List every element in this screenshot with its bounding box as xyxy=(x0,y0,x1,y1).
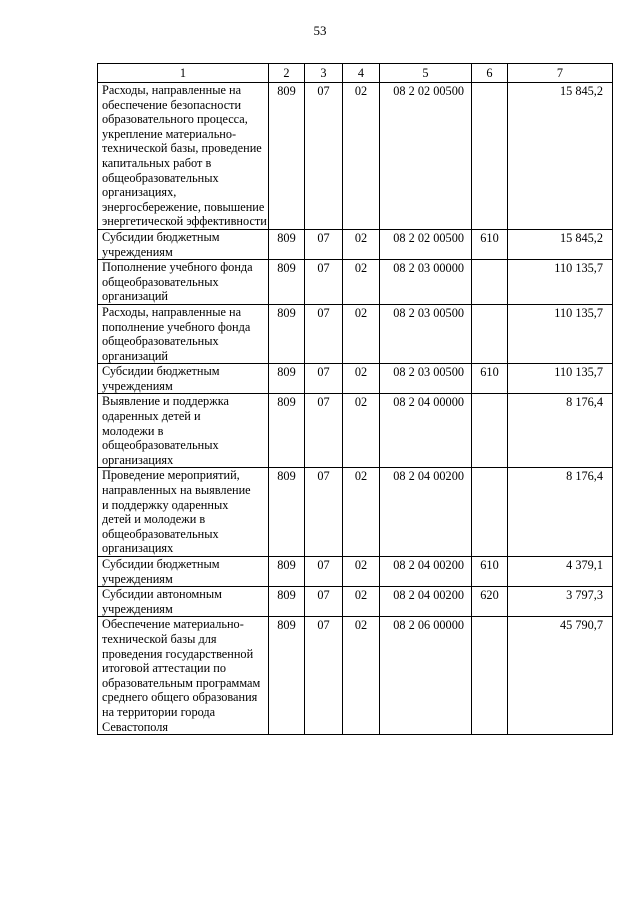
row-gov-code: 809 xyxy=(269,617,305,735)
row-name: Расходы, направленные на пополнение учебного фонда общеобразовательных организаций xyxy=(98,304,269,363)
row-expense-type: 620 xyxy=(472,587,508,617)
row-target-code: 08 2 02 00500 xyxy=(380,229,472,259)
table-header-row xyxy=(98,64,613,83)
row-expense-type xyxy=(472,394,508,468)
row-subsection: 02 xyxy=(343,617,380,735)
page-number: 53 xyxy=(313,23,327,38)
table-body xyxy=(98,83,613,735)
row-amount: 15 845,2 xyxy=(508,229,613,259)
row-target-code: 08 2 03 00500 xyxy=(380,304,472,363)
row-name: Проведение мероприятий, направленных на выявление и поддержку одаренных детей и молодежи в общеобразовательных организациях xyxy=(98,468,269,557)
row-section: 07 xyxy=(305,557,343,587)
row-gov-code: 809 xyxy=(269,304,305,363)
table-row xyxy=(98,304,613,363)
row-section: 07 xyxy=(305,260,343,305)
table-row xyxy=(98,557,613,587)
row-name: Пополнение учебного фонда общеобразовательных организаций xyxy=(98,260,269,305)
row-subsection: 02 xyxy=(343,260,380,305)
row-section: 07 xyxy=(305,83,343,230)
row-target-code: 08 2 04 00200 xyxy=(380,468,472,557)
row-gov-code: 809 xyxy=(269,260,305,305)
row-expense-type xyxy=(472,260,508,305)
table-row xyxy=(98,587,613,617)
row-amount: 110 135,7 xyxy=(508,364,613,394)
row-section: 07 xyxy=(305,304,343,363)
row-gov-code: 809 xyxy=(269,468,305,557)
row-expense-type: 610 xyxy=(472,229,508,259)
row-target-code: 08 2 04 00200 xyxy=(380,557,472,587)
row-target-code: 08 2 03 00500 xyxy=(380,364,472,394)
row-amount: 110 135,7 xyxy=(508,260,613,305)
budget-table xyxy=(97,63,613,735)
row-amount: 15 845,2 xyxy=(508,83,613,230)
row-section: 07 xyxy=(305,587,343,617)
row-name: Выявление и поддержка одаренных детей и молодежи в общеобразовательных организациях xyxy=(98,394,269,468)
row-subsection: 02 xyxy=(343,587,380,617)
row-expense-type xyxy=(472,617,508,735)
table-row xyxy=(98,364,613,394)
row-expense-type xyxy=(472,304,508,363)
column-header: 7 xyxy=(508,64,613,83)
row-gov-code: 809 xyxy=(269,557,305,587)
row-expense-type: 610 xyxy=(472,557,508,587)
table-row xyxy=(98,394,613,468)
row-subsection: 02 xyxy=(343,557,380,587)
row-amount: 8 176,4 xyxy=(508,468,613,557)
row-section: 07 xyxy=(305,617,343,735)
column-header: 3 xyxy=(305,64,343,83)
row-target-code: 08 2 06 00000 xyxy=(380,617,472,735)
row-section: 07 xyxy=(305,468,343,557)
row-expense-type: 610 xyxy=(472,364,508,394)
row-section: 07 xyxy=(305,394,343,468)
row-gov-code: 809 xyxy=(269,229,305,259)
row-name: Субсидии бюджетным учреждениям xyxy=(98,364,269,394)
row-subsection: 02 xyxy=(343,83,380,230)
row-amount: 45 790,7 xyxy=(508,617,613,735)
row-section: 07 xyxy=(305,229,343,259)
row-subsection: 02 xyxy=(343,229,380,259)
row-expense-type xyxy=(472,83,508,230)
row-amount: 3 797,3 xyxy=(508,587,613,617)
column-header: 2 xyxy=(269,64,305,83)
row-amount: 8 176,4 xyxy=(508,394,613,468)
row-target-code: 08 2 02 00500 xyxy=(380,83,472,230)
row-name: Обеспечение материально-технической базы для проведения государственной итоговой аттестации по образовательным программам среднего общего образования на территории города Севастополя xyxy=(98,617,269,735)
column-header: 5 xyxy=(380,64,472,83)
row-target-code: 08 2 04 00000 xyxy=(380,394,472,468)
column-header: 4 xyxy=(343,64,380,83)
table-row xyxy=(98,617,613,735)
row-name: Субсидии бюджетным учреждениям xyxy=(98,229,269,259)
row-subsection: 02 xyxy=(343,364,380,394)
row-subsection: 02 xyxy=(343,468,380,557)
column-header: 1 xyxy=(98,64,269,83)
table-row xyxy=(98,260,613,305)
row-gov-code: 809 xyxy=(269,364,305,394)
table-row xyxy=(98,83,613,230)
row-gov-code: 809 xyxy=(269,394,305,468)
row-name: Субсидии бюджетным учреждениям xyxy=(98,557,269,587)
table-row xyxy=(98,468,613,557)
row-name: Расходы, направленные на обеспечение безопасности образовательного процесса, укрепление материально-технической базы, проведение капитальных работ в общеобразовательных организациях, энергосбережение, повышение энергетической эффективности xyxy=(98,83,269,230)
row-target-code: 08 2 04 00200 xyxy=(380,587,472,617)
row-gov-code: 809 xyxy=(269,587,305,617)
row-gov-code: 809 xyxy=(269,83,305,230)
row-subsection: 02 xyxy=(343,394,380,468)
row-subsection: 02 xyxy=(343,304,380,363)
column-header: 6 xyxy=(472,64,508,83)
table-row xyxy=(98,229,613,259)
row-name: Субсидии автономным учреждениям xyxy=(98,587,269,617)
row-expense-type xyxy=(472,468,508,557)
row-section: 07 xyxy=(305,364,343,394)
row-amount: 4 379,1 xyxy=(508,557,613,587)
row-amount: 110 135,7 xyxy=(508,304,613,363)
row-target-code: 08 2 03 00000 xyxy=(380,260,472,305)
